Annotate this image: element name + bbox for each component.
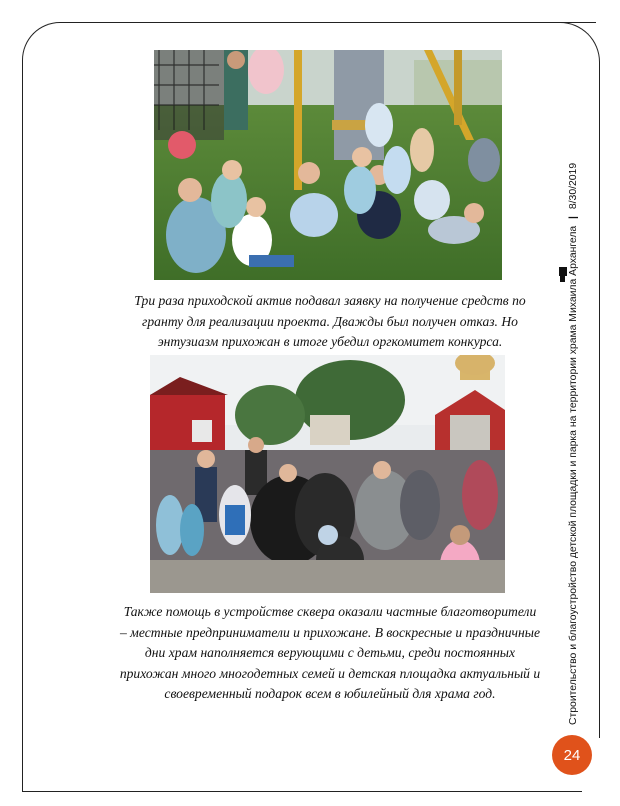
- caption-line: гранту для реализации проекта. Дважды был получен отказ. Но: [142, 313, 518, 329]
- photo-parish-crowd: [150, 355, 505, 593]
- sidebar-running-header: [568, 163, 579, 725]
- page-frame-bottom-edge: [22, 791, 582, 792]
- caption-line: энтузиазм прихожан в итоге убедил оргкомитет конкурса.: [157, 334, 503, 349]
- photo-children-playground: [154, 50, 502, 280]
- sidebar-separator: |: [568, 216, 579, 219]
- caption-line: своевременный подарок всем в юбилейный для храма год.: [164, 686, 496, 701]
- caption-line: – местные предприниматели и прихожане. В воскресные и праздничные: [119, 624, 540, 640]
- sidebar-date: 8/30/2019: [568, 162, 579, 210]
- caption-line: Три раза приходской актив подавал заявку на получение средств по: [134, 293, 526, 308]
- frame-marker-tail: [560, 276, 565, 282]
- page-number: 24: [563, 746, 581, 764]
- caption-line: Также помощь в устройстве сквера оказали частные благотворители: [123, 604, 537, 619]
- caption-grant: [100, 291, 560, 353]
- page-number-badge: [552, 735, 592, 775]
- caption-line: дни храм наполняется верующими с детьми, среди постоянных: [144, 645, 516, 660]
- page-frame-right-edge: [599, 70, 600, 738]
- frame-marker: [559, 267, 567, 276]
- caption-line: прихожан много многодетных семей и детская площадка актуальный и: [119, 665, 541, 681]
- sidebar-title: Строительство и благоустройство детской площадки и парка на территории храма Михаила Архангела: [568, 225, 579, 725]
- caption-benefactors: [92, 602, 568, 705]
